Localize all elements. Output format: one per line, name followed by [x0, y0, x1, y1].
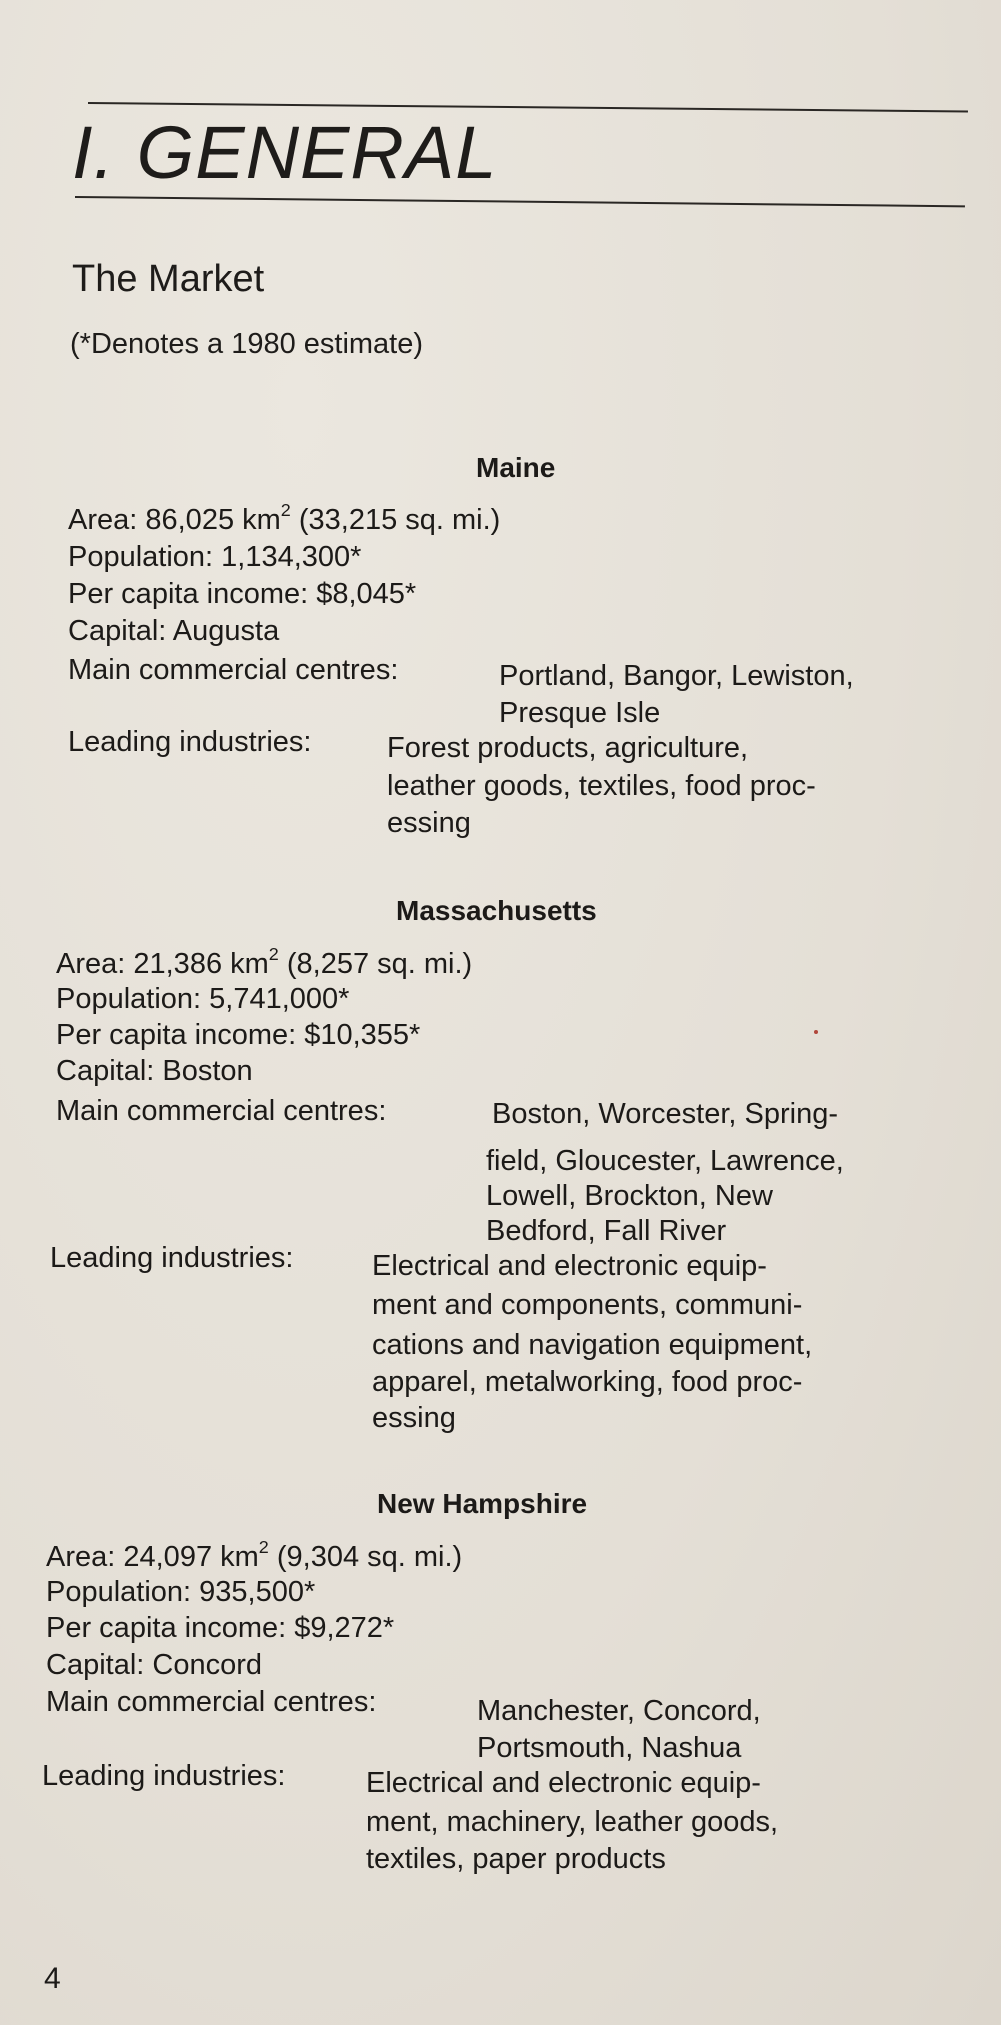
area-km: Area: 86,025 km [68, 504, 281, 536]
section-title: I. GENERAL [72, 111, 498, 194]
industries-label: Leading industries: [68, 726, 312, 758]
centres-label: Main commercial centres: [68, 654, 399, 686]
industries-label: Leading industries: [50, 1242, 294, 1274]
page-number: 4 [44, 1962, 61, 1995]
centres-line: field, Gloucester, Lawrence, [486, 1145, 844, 1177]
paper-speck [814, 1030, 818, 1034]
state-name: New Hampshire [377, 1488, 588, 1519]
area-miles: (9,304 sq. mi.) [268, 1541, 463, 1573]
area-km: Area: 24,097 km [46, 1541, 259, 1573]
area-line [68, 499, 501, 536]
population-line: Population: 5,741,000* [56, 983, 350, 1015]
capital-line: Capital: Concord [46, 1649, 262, 1681]
state-name: Massachusetts [396, 895, 597, 926]
centres-line: Portsmouth, Nashua [477, 1732, 742, 1764]
industries-line: textiles, paper products [366, 1843, 666, 1875]
income-line: Per capita income: $8,045* [68, 578, 417, 610]
industries-line: essing [372, 1402, 456, 1434]
industries-line: ment, machinery, leather goods, [366, 1806, 779, 1838]
industries-line: Forest products, agriculture, [387, 732, 749, 764]
industries-line: ment and components, communi- [372, 1289, 803, 1321]
centres-line: Lowell, Brockton, New [486, 1180, 773, 1212]
state-name: Maine [476, 452, 556, 483]
area-line [56, 943, 473, 980]
centres-label: Main commercial centres: [56, 1095, 387, 1127]
population-line: Population: 935,500* [46, 1576, 316, 1608]
market-subheading: The Market [72, 258, 265, 300]
estimate-note: (*Denotes a 1980 estimate) [70, 328, 424, 360]
capital-line: Capital: Boston [56, 1055, 253, 1087]
population-line: Population: 1,134,300* [68, 541, 362, 573]
title-bottom-rule [75, 196, 965, 207]
centres-line: Portland, Bangor, Lewiston, [499, 660, 854, 692]
area-miles: (33,215 sq. mi.) [290, 504, 501, 536]
industries-label: Leading industries: [42, 1760, 286, 1792]
industries-line: essing [387, 807, 471, 839]
centres-line: Boston, Worcester, Spring- [492, 1098, 839, 1130]
centres-label: Main commercial centres: [46, 1686, 377, 1718]
centres-line: Manchester, Concord, [477, 1695, 761, 1727]
industries-line: Electrical and electronic equip- [366, 1767, 761, 1799]
centres-line: Presque Isle [499, 697, 661, 729]
industries-line: leather goods, textiles, food proc- [387, 770, 816, 802]
centres-line: Bedford, Fall River [486, 1215, 727, 1247]
income-line: Per capita income: $10,355* [56, 1019, 421, 1051]
industries-line: apparel, metalworking, food proc- [372, 1366, 803, 1398]
area-superscript: 2 [258, 1536, 269, 1557]
industries-line: Electrical and electronic equip- [372, 1250, 767, 1282]
capital-line: Capital: Augusta [68, 615, 280, 647]
area-miles: (8,257 sq. mi.) [278, 948, 473, 980]
area-km: Area: 21,386 km [56, 948, 269, 980]
industries-line: cations and navigation equipment, [372, 1329, 813, 1361]
income-line: Per capita income: $9,272* [46, 1612, 395, 1644]
area-superscript: 2 [280, 499, 291, 520]
area-line [46, 1536, 463, 1573]
area-superscript: 2 [268, 943, 279, 964]
